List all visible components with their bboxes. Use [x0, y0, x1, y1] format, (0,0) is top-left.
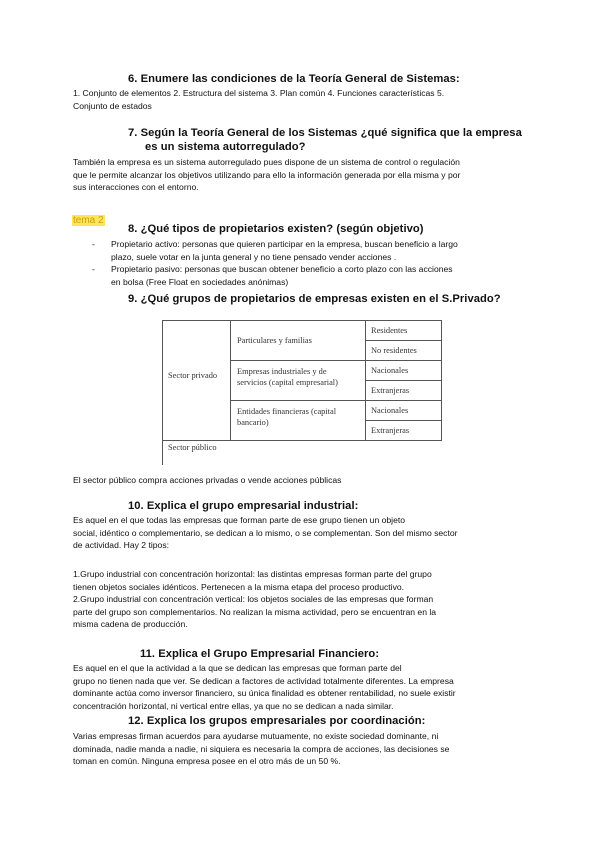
q11-line: dominante actúa como inversor financiero, su única finalidad es obtener rentabilidad, no suele existir	[73, 688, 456, 699]
q10-type-line: 1.Grupo industrial con concentración horizontal: las distintas empresas forman parte del grupo	[73, 569, 432, 579]
table-border	[365, 420, 442, 421]
q8-bullet-list	[92, 238, 458, 288]
q8-bullet-line: plazo, suele votar en la junta general y no tiene pensado vender acciones .	[111, 251, 397, 262]
sector-privado-cell: Sector privado	[168, 371, 218, 380]
q8-bullet-line: - Propietario pasivo: personas que buscan obtener beneficio a corto plazo con las acciones	[111, 264, 453, 275]
q10-type-line: 2.Grupo industrial con concentración vertical: los objetos sociales de las empresas que forman	[73, 594, 434, 605]
table-border	[230, 320, 231, 441]
nacionales-cell: Nacionales	[371, 406, 409, 415]
q11-line: grupo no tienen nada que ver. Se dedican a factores de actividad totalmente diferentes. La empresa	[73, 675, 454, 686]
q8-bullet-item	[92, 238, 458, 263]
group-particulares-cell: Particulares y familias	[237, 336, 312, 345]
q10-line: social, idéntico o complementario, se dedican a lo mismo, o se complementan. Son del mismo sector	[73, 527, 458, 538]
q8-bullet-item	[92, 263, 458, 288]
group-entidades-line: Entidades financieras (capital	[237, 407, 337, 416]
table-border	[162, 320, 163, 465]
q10-types	[73, 568, 436, 631]
nacionales-cell: Nacionales	[371, 366, 409, 375]
q10-line: de actividad. Hay 2 tipos:	[73, 540, 170, 551]
no-residentes-cell: No residentes	[371, 346, 417, 355]
q6-line: 1. Conjunto de elementos 2. Estructura del sistema 3. Plan común 4. Funciones características 5.	[73, 88, 445, 98]
q6-answer	[73, 87, 444, 112]
q8-bullet-line: - Propietario activo: personas que quieren participar en la empresa, buscan beneficio a largo	[111, 239, 458, 249]
q7-answer	[73, 156, 460, 194]
q7-line: sus interacciones con el entorno.	[73, 182, 199, 193]
q10-type-line: misma cadena de producción.	[73, 619, 188, 630]
q7-line: También la empresa es un sistema autorregulado pues dispone de un sistema de control o regulación	[73, 157, 460, 167]
topic-marker	[72, 210, 105, 228]
q11-line: Es aquel en el que la actividad a la que se dedican las empresas que forman parte del	[73, 663, 402, 673]
topic-marker-label: tema 2	[73, 215, 104, 226]
group-entidades-line: bancario)	[237, 418, 269, 427]
group-empresas-cell	[237, 366, 338, 388]
q12-line: Varias empresas firman acuerdos para ayudarse mutuamente, no existe sociedad dominante, ni	[73, 731, 439, 741]
q10-type-line: parte del grupo son complementarios. No realizan la misma actividad, pero se encuentran en la	[73, 606, 437, 617]
q9-heading: 9. ¿Qué grupos de propietarios de empresas existen en el S.Privado?	[128, 293, 501, 305]
q11-heading: 11. Explica el Grupo Empresarial Financiero:	[140, 648, 380, 660]
group-entidades-cell	[237, 406, 336, 428]
q8-bullet-line: en bolsa (Free Float en sociedades anónimas)	[111, 276, 289, 287]
table-border	[230, 400, 442, 401]
q10-heading: 10. Explica el grupo empresarial industrial:	[128, 500, 359, 512]
q12-heading: 12. Explica los grupos empresariales por coordinación:	[128, 715, 426, 727]
residentes-cell: Residentes	[371, 326, 408, 335]
q9-note: El sector público compra acciones privadas o vende acciones públicas	[73, 475, 342, 485]
q7-heading-line1: 7. Según la Teoría General de los Sistemas ¿qué significa que la empresa	[128, 127, 522, 139]
q7-line: que le permite alcanzar los objetivos utilizando para ello la información generada por ella misma y por	[73, 169, 461, 180]
group-empresas-line: Empresas industriales y de	[237, 367, 327, 376]
table-border	[162, 440, 442, 441]
group-empresas-line: servicios (capital empresarial)	[237, 378, 338, 387]
q7-heading-line2: es un sistema autorregulado?	[145, 141, 306, 153]
table-border	[365, 340, 442, 341]
q8-heading: 8. ¿Qué tipos de propietarios existen? (según objetivo)	[128, 223, 424, 235]
table-border	[230, 360, 442, 361]
q6-heading: 6. Enumere las condiciones de la Teoría General de Sistemas:	[128, 73, 460, 85]
owner-groups-table	[162, 320, 442, 465]
table-border	[162, 320, 442, 321]
q12-answer	[73, 730, 449, 768]
table-border	[365, 380, 442, 381]
q10-answer	[73, 514, 458, 552]
q11-answer	[73, 662, 456, 712]
extranjeras-cell: Extranjeras	[371, 386, 410, 395]
extranjeras-cell: Extranjeras	[371, 426, 410, 435]
q12-line: toman en común. Ninguna empresa posee en el otro más de un 50 %.	[73, 756, 341, 767]
q6-line: Conjunto de estados	[73, 100, 152, 111]
q12-line: dominada, nadie manda a nadie, ni siquiera es necesaria la compra de acciones, las decisiones se	[73, 743, 450, 754]
q11-line: concentración horizontal, ni vertical entre ellas, ya que no se dedican a nada similar.	[73, 700, 394, 711]
q10-line: Es aquel en el que todas las empresas que forman parte de ese grupo tienen un objeto	[73, 515, 406, 525]
sector-publico-cell: Sector público	[168, 443, 217, 452]
q10-type-line: tienen objetos sociales idénticos. Pertenecen a la misma etapa del proceso productivo.	[73, 581, 405, 592]
